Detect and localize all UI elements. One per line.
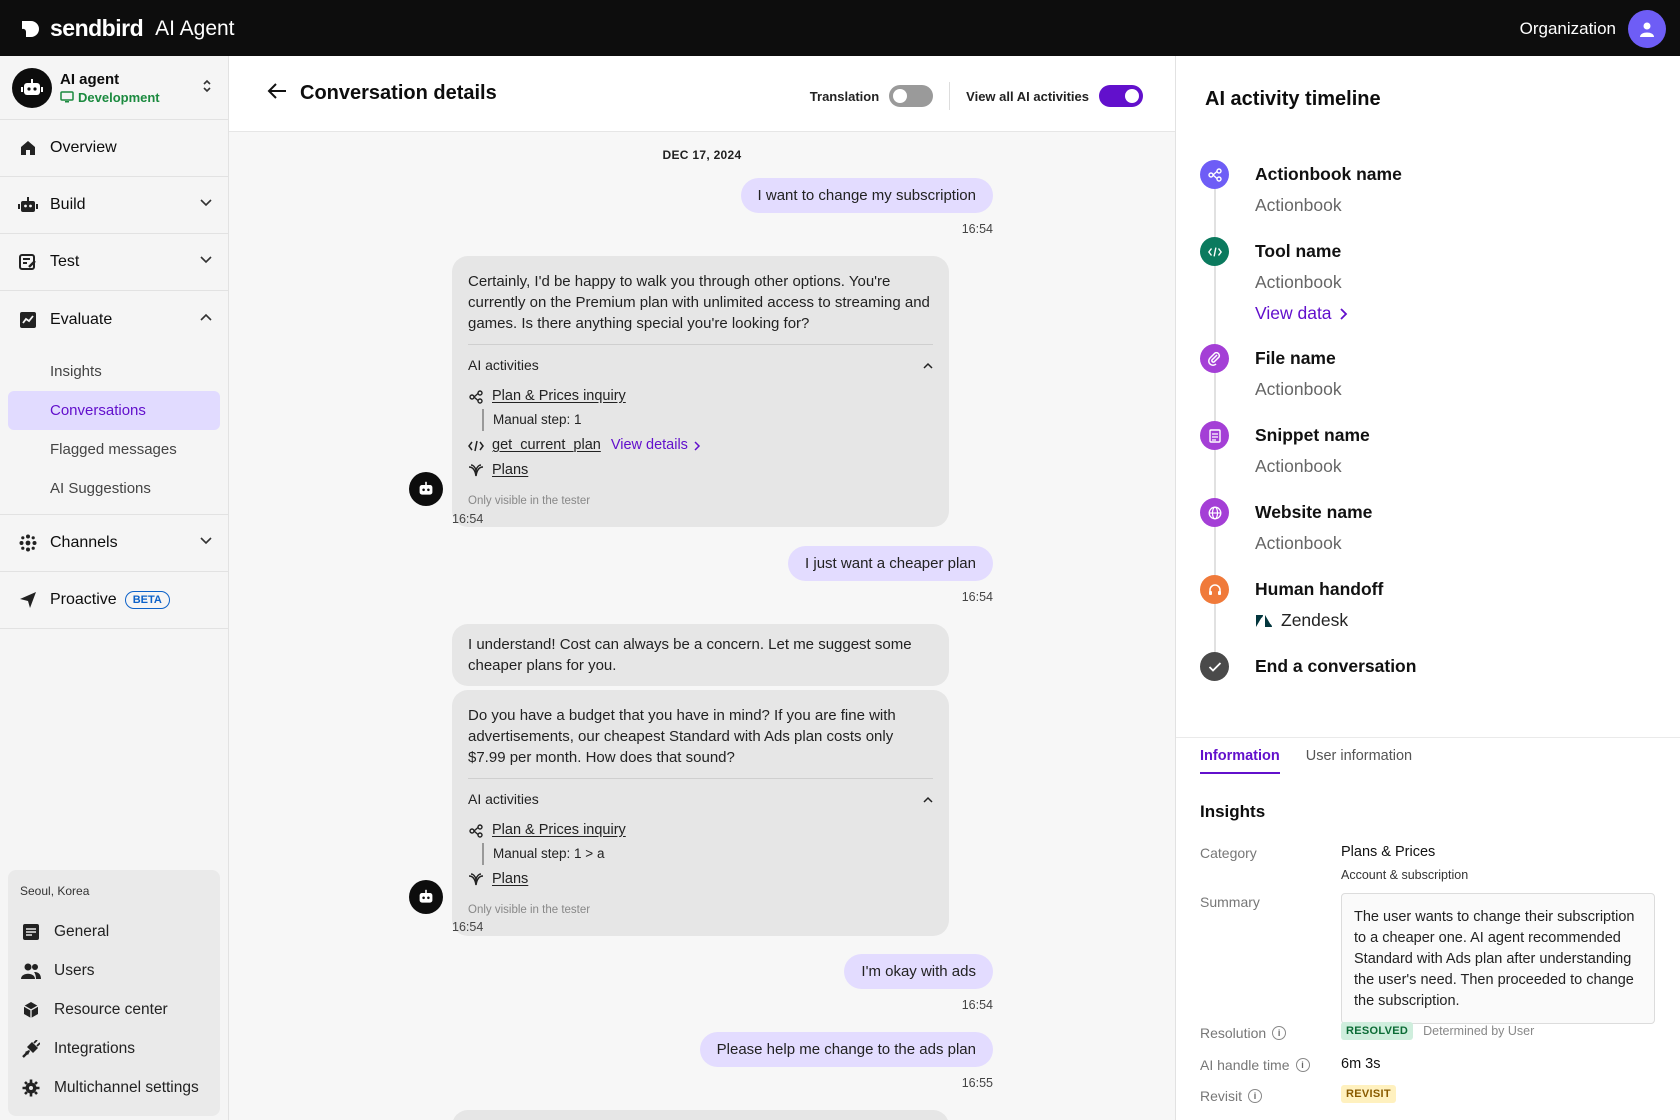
environment-icon	[60, 91, 74, 103]
handle-time-value: 6m 3s	[1341, 1056, 1381, 1072]
sidebar	[0, 56, 229, 1120]
actionbook-link[interactable]: Plan & Prices inquiry	[492, 822, 626, 838]
view-all-toggle[interactable]	[1099, 85, 1143, 107]
activity-knowledge[interactable]	[468, 458, 933, 483]
manual-step: Manual step: 1 > a	[482, 843, 933, 865]
tester-only-note: Only visible in the tester	[468, 904, 591, 916]
tester-only-note: Only visible in the tester	[468, 495, 591, 507]
nav-users-label: Users	[54, 961, 95, 979]
agent-environment	[60, 90, 160, 105]
evaluate-submenu	[0, 348, 228, 515]
resolution-text: Resolution	[1200, 1025, 1267, 1041]
code-icon	[1200, 237, 1229, 266]
conversation-panel	[229, 56, 1175, 1120]
nav-conversations[interactable]: Conversations	[8, 391, 220, 430]
knowledge-icon	[468, 463, 484, 479]
timeline-item-sub: Actionbook	[1255, 456, 1342, 476]
chevron-down-icon	[200, 256, 212, 264]
bot-avatar-icon	[12, 68, 52, 108]
resolution-value	[1341, 1022, 1534, 1040]
ai-activities-header[interactable]	[468, 355, 933, 376]
resolution-note: Determined by User	[1423, 1024, 1535, 1038]
actionbook-icon	[468, 389, 484, 405]
user-message: I just want a cheaper plan	[788, 546, 993, 581]
gear-icon	[20, 1077, 42, 1099]
switch-chevron-icon	[202, 78, 212, 94]
toggle-knob	[893, 89, 907, 103]
resolved-badge: RESOLVED	[1341, 1022, 1413, 1040]
revisit-label	[1200, 1088, 1262, 1104]
nav-test-label: Test	[50, 253, 80, 270]
divider	[949, 82, 950, 110]
category-sub: Account & subscription	[1341, 868, 1469, 882]
organization-label: Organization	[1519, 19, 1616, 38]
brand-name: sendbird	[50, 15, 144, 41]
timeline-title: AI activity timeline	[1205, 88, 1381, 110]
timeline-item-name: Tool name	[1255, 241, 1342, 261]
view-data-link[interactable]	[1255, 303, 1348, 324]
sendbird-logo-icon	[20, 18, 42, 40]
details-panel	[1175, 56, 1680, 1120]
chevron-right-icon	[694, 441, 701, 451]
user-message: Please help me change to the ads plan	[700, 1032, 993, 1067]
nav-test[interactable]	[0, 234, 228, 291]
chevron-down-icon	[200, 199, 212, 207]
brand-product: AI Agent	[155, 16, 235, 40]
timeline-item-name: Website name	[1255, 502, 1373, 522]
message-time: 16:54	[961, 998, 993, 1012]
nav-multichannel-settings[interactable]	[20, 1068, 208, 1107]
actionbook-link[interactable]: Plan & Prices inquiry	[492, 388, 626, 404]
chart-icon	[18, 310, 38, 330]
nav-users[interactable]	[20, 951, 208, 990]
nav-channels-label: Channels	[50, 534, 118, 551]
plug-icon	[20, 1038, 42, 1060]
nav-channels[interactable]	[0, 515, 228, 572]
translation-toggle[interactable]	[889, 85, 933, 107]
timeline-item-name: File name	[1255, 348, 1336, 368]
general-icon	[20, 921, 42, 943]
revisit-value	[1341, 1085, 1396, 1103]
cube-icon	[20, 999, 42, 1021]
manual-step: Manual step: 1	[482, 409, 933, 431]
chevron-up-icon	[200, 313, 212, 321]
robot-icon	[18, 195, 38, 215]
check-icon	[1200, 652, 1229, 681]
divider	[1176, 737, 1680, 738]
bot-message-text: I understand! Cost can always be a concern. Let me suggest some cheaper plans for you.	[468, 636, 912, 674]
nav-overview[interactable]	[0, 120, 228, 177]
ai-activities-label: AI activities	[468, 357, 539, 373]
toggle-knob	[1125, 89, 1139, 103]
activity-knowledge[interactable]	[468, 867, 933, 892]
nav-integrations-label: Integrations	[54, 1039, 135, 1057]
nav-insights[interactable]: Insights	[50, 363, 102, 380]
view-details-link[interactable]	[611, 435, 701, 456]
chevron-up-icon	[923, 796, 933, 803]
zendesk-logo-icon	[1255, 614, 1273, 628]
brand-logo[interactable]	[20, 15, 235, 42]
nav-resource-center[interactable]	[20, 990, 208, 1029]
nav-general[interactable]	[20, 912, 208, 951]
activity-tool[interactable]	[468, 433, 933, 458]
knowledge-icon	[468, 872, 484, 888]
channels-icon	[18, 533, 38, 553]
tool-link[interactable]: get_current_plan	[492, 437, 601, 453]
top-bar	[0, 0, 1680, 56]
bot-message	[452, 256, 949, 527]
bot-avatar-icon	[409, 472, 443, 506]
handle-time-text: AI handle time	[1200, 1057, 1290, 1073]
timeline-item-name: Human handoff	[1255, 579, 1384, 599]
globe-icon	[1200, 498, 1229, 527]
timeline-item-name: Actionbook name	[1255, 164, 1402, 184]
insights-title: Insights	[1200, 802, 1266, 821]
summary-label: Summary	[1200, 894, 1260, 910]
knowledge-link[interactable]: Plans	[492, 462, 529, 478]
activity-actionbook[interactable]	[468, 384, 933, 409]
nav-integrations[interactable]	[20, 1029, 208, 1068]
info-icon[interactable]: i	[1272, 1026, 1286, 1040]
page-title: Conversation details	[300, 82, 497, 104]
nav-proactive-label: Proactive	[50, 591, 117, 608]
nav-ai-suggestions[interactable]: AI Suggestions	[50, 480, 151, 497]
timeline-item-sub: Actionbook	[1255, 379, 1342, 399]
conversation-header	[229, 56, 1175, 132]
file-clip-icon	[1200, 344, 1229, 373]
agent-switcher[interactable]	[0, 56, 228, 120]
message-time: 16:54	[452, 512, 484, 526]
date-separator: DEC 17, 2024	[662, 148, 742, 162]
revisit-text: Revisit	[1200, 1088, 1243, 1104]
ai-activities-header[interactable]	[468, 789, 933, 810]
info-icon[interactable]: i	[1296, 1058, 1310, 1072]
message-time: 16:54	[961, 590, 993, 604]
handle-time-label	[1200, 1057, 1310, 1073]
summary-box: The user wants to change their subscription to a cheaper one. AI agent recommended Standard with Ads plan after understanding the user's need. Then proceeded to change the subscription.	[1341, 893, 1655, 1024]
users-icon	[20, 960, 42, 982]
agent-name: AI agent	[60, 70, 120, 88]
category-value: Plans & Prices	[1341, 844, 1436, 860]
message-time: 16:54	[452, 920, 484, 934]
activity-actionbook[interactable]	[468, 818, 933, 843]
location-label: Seoul, Korea	[20, 884, 90, 898]
tab-information[interactable]: Information	[1200, 748, 1280, 774]
resolution-label	[1200, 1025, 1286, 1041]
info-icon[interactable]: i	[1248, 1089, 1262, 1103]
bot-message	[452, 624, 949, 686]
timeline-item-name: End a conversation	[1255, 656, 1417, 676]
revisit-badge: REVISIT	[1341, 1085, 1396, 1103]
settings-card	[8, 870, 220, 1116]
timeline-item-name: Snippet name	[1255, 425, 1370, 445]
ai-activities	[468, 778, 933, 921]
bot-message-text: Certainly, I'd be happy to walk you through other options. You're currently on the Premium plan with unlimited access to streaming and games. Is there anything special you're looking for?	[468, 273, 930, 332]
bot-message-text: Do you have a budget that you have in mind? If you are fine with advertisements, our cheapest Standard with Ads plan costs only $7.99 per month. How does that sound?	[468, 707, 896, 766]
nav-evaluate[interactable]	[0, 291, 228, 348]
ai-activities	[468, 344, 933, 512]
nav-multichannel-label: Multichannel settings	[54, 1078, 199, 1096]
nav-build-label: Build	[50, 196, 86, 213]
timeline-item-sub: Actionbook	[1255, 533, 1342, 553]
header-toggles	[810, 82, 1143, 110]
ai-activities-label: AI activities	[468, 791, 539, 807]
organization-menu[interactable]	[1520, 10, 1666, 48]
beta-badge: BETA	[125, 591, 170, 609]
nav-general-label: General	[54, 922, 110, 940]
user-message: I want to change my subscription	[741, 178, 993, 213]
bot-avatar-icon	[409, 880, 443, 914]
bot-message	[452, 690, 949, 936]
nav-flagged-messages[interactable]: Flagged messages	[50, 441, 177, 458]
message-time: 16:54	[961, 222, 993, 236]
headset-icon	[1200, 575, 1229, 604]
view-details-label: View details	[610, 437, 688, 453]
bot-message-partial	[452, 1110, 949, 1120]
nav-overview-label: Overview	[50, 139, 117, 156]
view-data-label: View data	[1255, 303, 1332, 323]
snippet-icon	[1200, 421, 1229, 450]
send-icon	[18, 590, 38, 610]
zendesk-text: Zendesk	[1281, 610, 1349, 630]
home-icon	[18, 138, 38, 158]
actionbook-icon	[1200, 160, 1229, 189]
chevron-down-icon	[200, 537, 212, 545]
nav-build[interactable]	[0, 177, 228, 234]
user-avatar-icon[interactable]	[1628, 10, 1666, 48]
nav-resource-center-label: Resource center	[54, 1000, 168, 1018]
tab-user-information[interactable]: User information	[1305, 748, 1413, 764]
agent-env-label: Development	[78, 89, 160, 105]
code-icon	[468, 438, 484, 454]
view-all-label: View all AI activities	[966, 88, 1089, 104]
chevron-right-icon	[1340, 308, 1348, 320]
translation-label: Translation	[809, 88, 880, 104]
main-area	[0, 56, 1680, 1120]
chevron-up-icon	[923, 362, 933, 369]
nav-proactive[interactable]	[0, 572, 228, 629]
message-time: 16:55	[961, 1076, 993, 1090]
back-arrow-icon[interactable]	[267, 82, 287, 100]
actionbook-icon	[468, 823, 484, 839]
test-edit-icon	[18, 252, 38, 272]
user-message: I'm okay with ads	[844, 954, 993, 989]
zendesk-label	[1255, 610, 1348, 631]
category-label: Category	[1200, 845, 1257, 861]
timeline-item-sub: Actionbook	[1255, 195, 1342, 215]
timeline-item-sub: Actionbook	[1255, 272, 1342, 292]
nav-evaluate-label: Evaluate	[50, 310, 113, 328]
knowledge-link[interactable]: Plans	[492, 871, 529, 887]
info-tabs	[1200, 748, 1412, 774]
